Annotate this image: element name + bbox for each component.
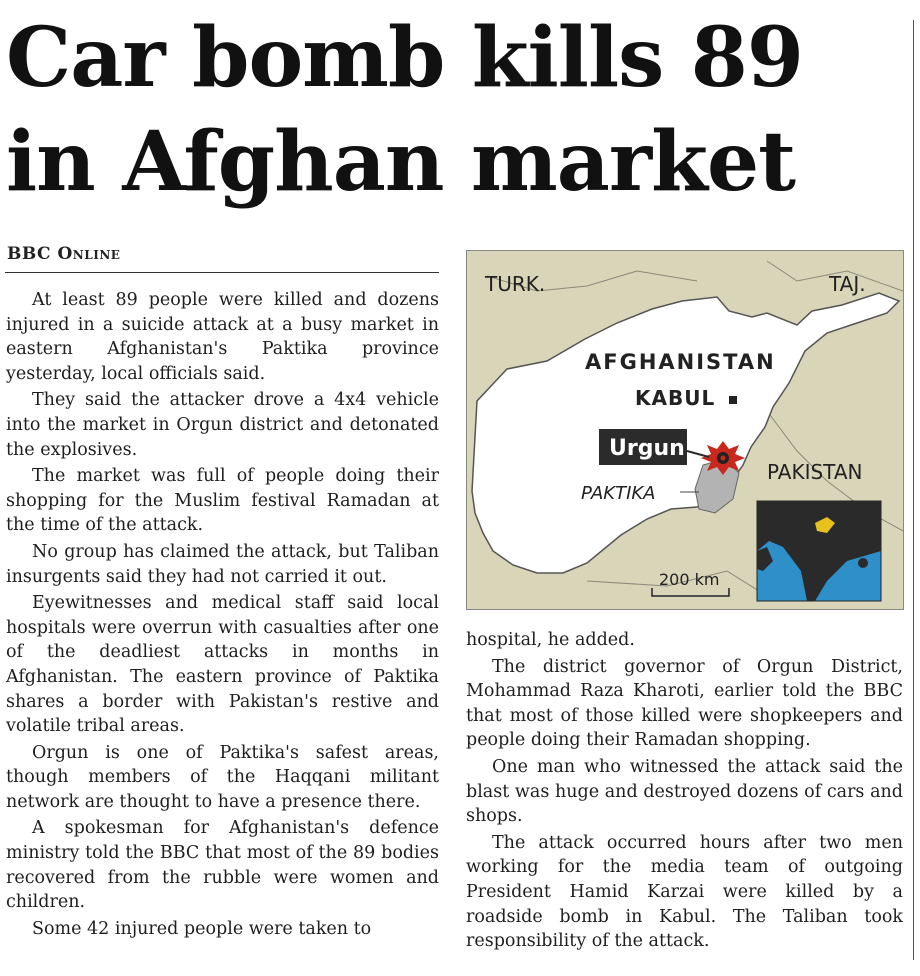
- article-column-1: [6, 288, 439, 943]
- label-town: Urgun: [609, 436, 685, 461]
- paragraph: Eyewitnesses and medical staff said local hospitals were overrun with casualties after one of the deadliest attacks in months in Afghanistan. The eastern province of Paktika shares a border with Pakistan's restive and volatile tribal areas.: [6, 593, 439, 737]
- label-turk: TURK.: [485, 272, 546, 296]
- paragraph: They said the attacker drove a 4x4 vehicle into the market in Orgun district and detonated the explosives.: [6, 390, 439, 460]
- label-province: PAKTIKA: [581, 483, 656, 504]
- article-column-2: [466, 628, 903, 956]
- paragraph: The attack occurred hours after two men working for the media team of outgoing President Hamid Karzai were killed by a roadside bomb in Kabul. The Taliban took responsibility of the attack.: [466, 832, 903, 952]
- column-divider: [913, 20, 914, 960]
- paragraph: One man who witnessed the attack said the blast was huge and destroyed dozens of cars and shops.: [466, 756, 903, 827]
- paragraph: At least 89 people were killed and dozens injured in a suicide attack at a busy market in eastern Afghanistan's Paktika province yesterday, local officials said.: [6, 290, 439, 384]
- headline: [6, 6, 906, 214]
- locator-map: [466, 250, 904, 610]
- label-scale: 200 km: [659, 570, 720, 589]
- label-capital: KABUL: [635, 386, 716, 410]
- label-taj: TAJ.: [829, 272, 866, 296]
- paragraph: Orgun is one of Paktika's safest areas, though members of the Haqqani militant network are thought to have a presence there.: [6, 742, 439, 812]
- byline: BBC Online: [7, 244, 121, 264]
- blast-icon: [701, 441, 745, 475]
- paragraph-continuation: hospital, he added.: [466, 630, 635, 650]
- label-neighbor: PAKISTAN: [767, 460, 863, 484]
- paragraph: The district governor of Orgun District, Mohammad Raza Kharoti, earlier told the BBC that most of those killed were shopkeepers and people doing their Ramadan shopping.: [466, 656, 903, 751]
- headline-line-2: in Afghan market: [6, 114, 795, 210]
- label-country: AFGHANISTAN: [585, 350, 776, 374]
- paragraph: A spokesman for Afghanistan's defence ministry told the BBC that most of the 89 bodies recovered from the rubble were women and children.: [6, 818, 439, 913]
- headline-line-1: Car bomb kills 89: [6, 10, 803, 106]
- paragraph: The market was full of people doing their shopping for the Muslim festival Ramadan at the time of the attack.: [6, 466, 439, 536]
- kabul-marker: [729, 396, 737, 404]
- paragraph: No group has claimed the attack, but Taliban insurgents said they had not carried it out.: [6, 541, 439, 587]
- map-graphic: [467, 251, 903, 609]
- inset-map: [757, 501, 881, 601]
- byline-rule: [5, 272, 439, 273]
- paragraph: Some 42 injured people were taken to: [32, 918, 372, 939]
